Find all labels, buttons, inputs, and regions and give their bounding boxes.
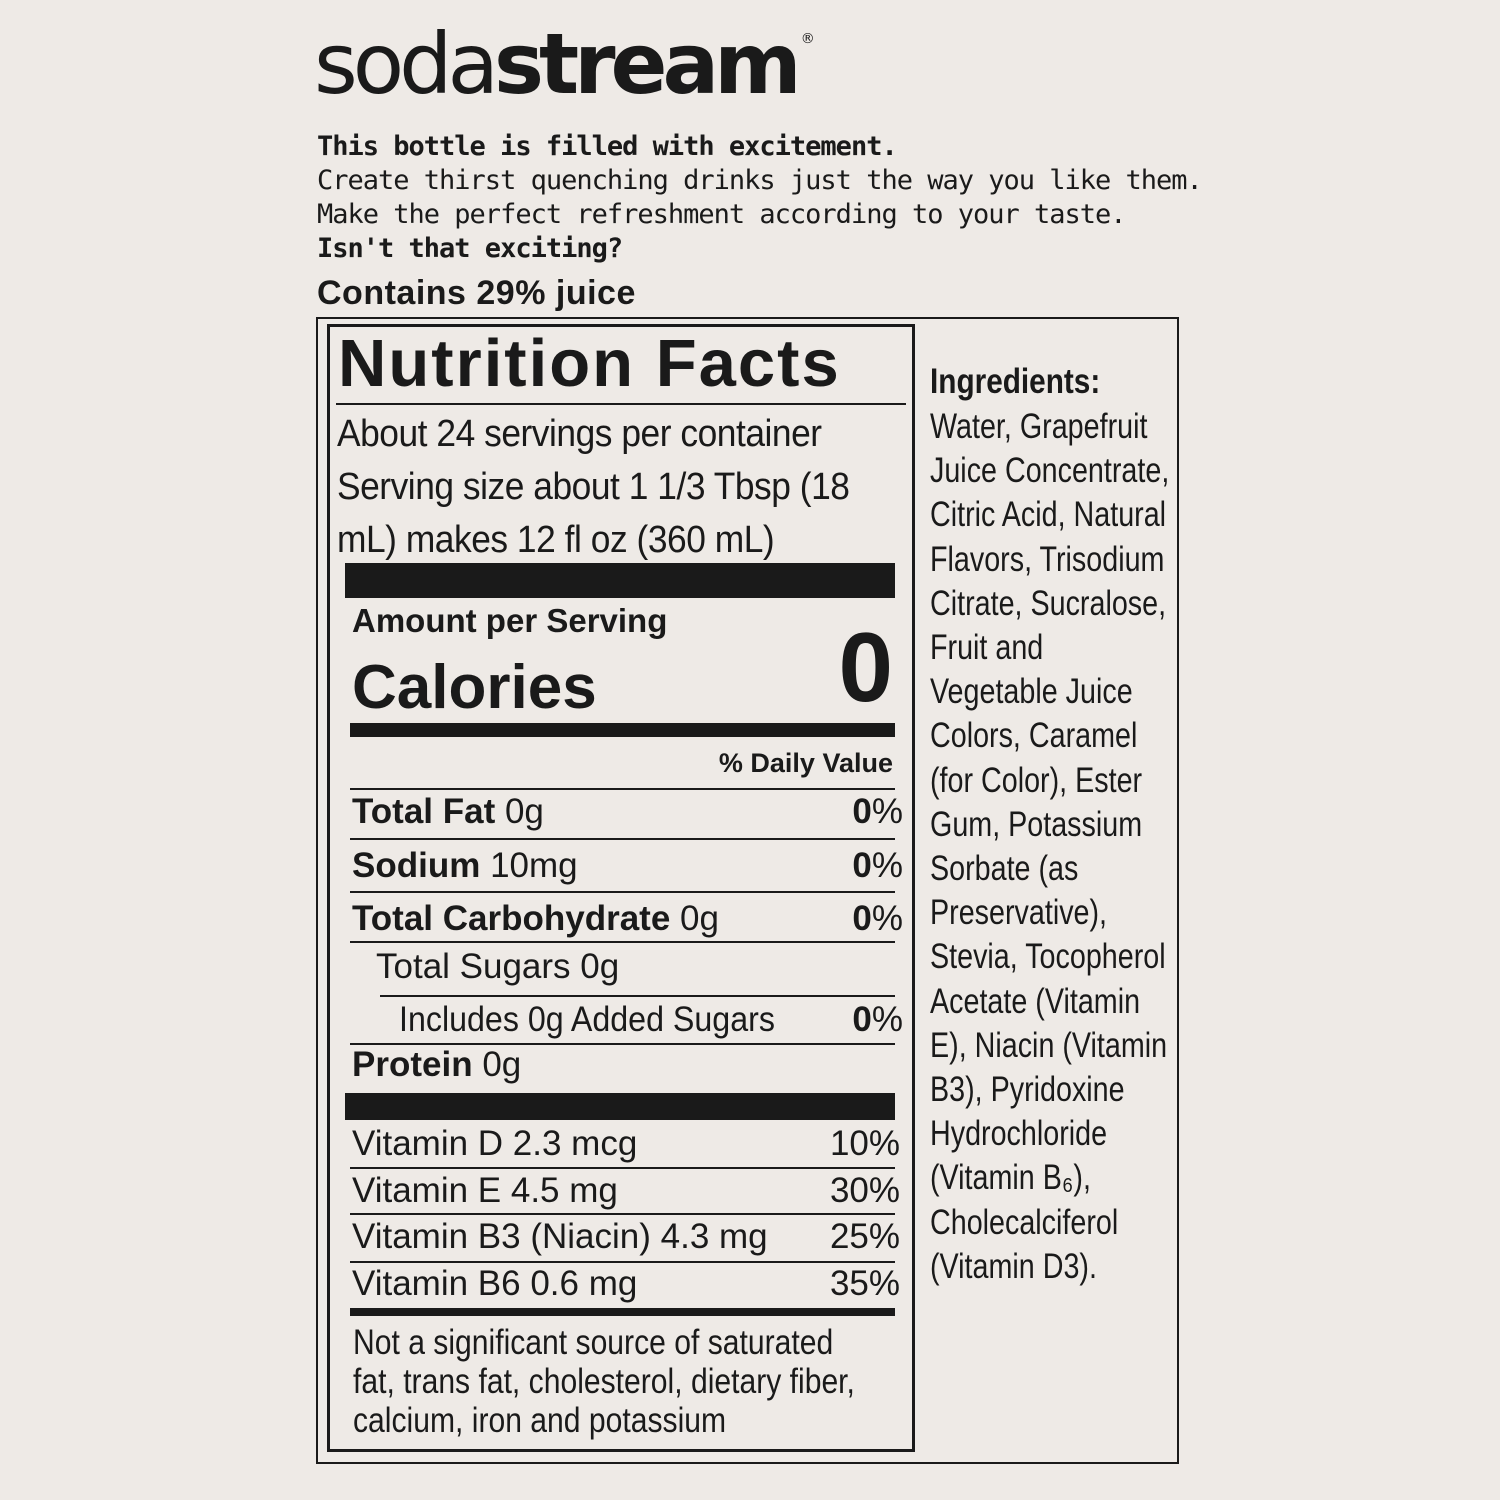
nutrient-label: Protein: [352, 1045, 473, 1084]
ingredients-line: Citrate, Sucralose,: [930, 583, 1167, 623]
nutrient-row-total-sugars: [376, 949, 619, 984]
tagline-line-3: Make the perfect refreshment according to your taste.: [317, 199, 1126, 230]
vitamin-pct-b3: 25%: [829, 1217, 900, 1256]
nutrient-label: Total Sugars 0g: [376, 947, 620, 986]
ingredients-line: Preservative),: [930, 893, 1108, 933]
nutrient-pct-total-fat: [852, 794, 903, 829]
tagline-line-1: This bottle is filled with excitement.: [317, 131, 897, 162]
tagline-line-2: Create thirst quenching drinks just the way you like them.: [317, 165, 1202, 196]
tagline: [317, 130, 1202, 266]
title-rule: [336, 403, 906, 405]
logo-soda: soda: [314, 15, 494, 113]
ingredients-line: Cholecalciferol: [930, 1202, 1119, 1242]
juice-claim: Contains 29% juice: [317, 274, 636, 312]
ingredients-line: Water, Grapefruit: [930, 407, 1148, 446]
vitamin-row-b6: Vitamin B6 0.6 mg: [352, 1264, 638, 1303]
thick-rule-vitamins: [345, 1093, 895, 1120]
sodastream-logo: [314, 15, 815, 113]
ingredients-line: B3), Pyridoxine: [930, 1070, 1125, 1110]
ingredients-line: (Vitamin D3).: [930, 1246, 1097, 1286]
ingredients-line: Flavors, Trisodium: [930, 539, 1165, 579]
vitamin-row-e: Vitamin E 4.5 mg: [352, 1171, 618, 1210]
nutrient-pct-sodium: [852, 848, 903, 883]
ingredients-line: Hydrochloride: [930, 1114, 1108, 1154]
servings-per-container: About 24 servings per container: [337, 413, 822, 455]
ingredients-line: (for Color), Ester: [930, 760, 1143, 800]
nutrient-pct-total-carbohydrate: [852, 901, 903, 936]
vitamin-row-d: Vitamin D 2.3 mcg: [352, 1124, 638, 1163]
amount-per-serving: Amount per Serving: [352, 602, 668, 639]
ingredients-line: Juice Concentrate,: [930, 451, 1170, 491]
ingredients-line: Fruit and: [930, 628, 1044, 668]
pct-sign: %: [871, 899, 903, 938]
nutrient-amount: 0g: [504, 792, 544, 831]
serving-info: [337, 408, 849, 567]
nutrient-amount: 10mg: [490, 846, 578, 885]
row-divider: [380, 995, 895, 997]
ingredients-line: Acetate (Vitamin: [930, 981, 1141, 1021]
nutrient-row-total-fat: [352, 794, 544, 829]
pct-sign: %: [871, 792, 903, 831]
registered-mark: ®: [800, 31, 815, 47]
row-divider: [350, 941, 895, 943]
medium-rule-footnote: [350, 1308, 895, 1316]
row-divider: [350, 1261, 895, 1263]
footnote-line-2: fat, trans fat, cholesterol, dietary fiber,: [353, 1362, 855, 1401]
serving-size-line-1: Serving size about 1 1/3 Tbsp (18: [337, 466, 850, 508]
ingredients-line: (Vitamin B₆),: [930, 1158, 1091, 1198]
pct-value: 0: [852, 1000, 872, 1039]
vitamin-row-b3: Vitamin B3 (Niacin) 4.3 mg: [352, 1217, 768, 1256]
ingredients-line: Gum, Potassium: [930, 804, 1143, 844]
logo-stream: stream: [493, 15, 797, 113]
ingredients-list: [930, 405, 1169, 1289]
nutrient-amount: 0g: [680, 899, 719, 938]
pct-value: 0: [852, 899, 872, 938]
daily-value-header: % Daily Value: [718, 748, 893, 778]
row-divider: [350, 1213, 895, 1215]
pct-sign: %: [871, 846, 903, 885]
row-divider: [350, 788, 895, 790]
nutrient-row-total-carbohydrate: [352, 901, 719, 936]
calories-label: Calories: [352, 653, 597, 722]
nutrient-label: Total Fat: [352, 792, 496, 831]
row-divider: [350, 1167, 895, 1169]
vitamin-pct-d: 10%: [829, 1124, 900, 1163]
vitamin-pct-b6: 35%: [829, 1264, 900, 1303]
pct-value: 0: [852, 846, 872, 885]
serving-size-line-2: mL) makes 12 fl oz (360 mL): [337, 519, 775, 561]
ingredients-line: Citric Acid, Natural: [930, 495, 1167, 535]
calories-value: 0: [838, 612, 893, 722]
row-divider: [350, 838, 895, 840]
nutrition-facts-title: Nutrition Facts: [338, 326, 841, 401]
footnote: [353, 1323, 855, 1440]
nutrient-row-sodium: [352, 848, 578, 883]
nutrient-label: Total Carbohydrate: [352, 899, 671, 938]
row-divider: [350, 891, 895, 893]
thick-rule-top: [345, 563, 895, 598]
vitamin-pct-e: 30%: [829, 1171, 900, 1210]
footnote-line-1: Not a significant source of saturated: [353, 1323, 834, 1362]
ingredients-line: Vegetable Juice: [930, 672, 1133, 712]
nutrient-row-protein: [352, 1047, 521, 1082]
nutrient-label: Includes 0g Added Sugars: [399, 1000, 775, 1039]
ingredients-line: E), Niacin (Vitamin: [930, 1025, 1168, 1065]
pct-sign: %: [871, 1000, 903, 1039]
nutrient-row-added-sugars: [399, 1002, 775, 1037]
ingredients-line: Stevia, Tocopherol: [930, 937, 1166, 977]
nutrient-amount: 0g: [482, 1045, 522, 1084]
medium-rule-calories: [350, 723, 895, 737]
tagline-line-4: Isn't that exciting?: [317, 233, 623, 264]
ingredients-line: Sorbate (as: [930, 849, 1079, 889]
ingredients-line: Colors, Caramel: [930, 716, 1138, 756]
nutrient-pct-added-sugars: [852, 1002, 903, 1037]
nutrient-label: Sodium: [352, 846, 481, 885]
pct-value: 0: [852, 792, 872, 831]
ingredients-title: Ingredients:: [930, 362, 1101, 401]
footnote-line-3: calcium, iron and potassium: [353, 1401, 727, 1440]
